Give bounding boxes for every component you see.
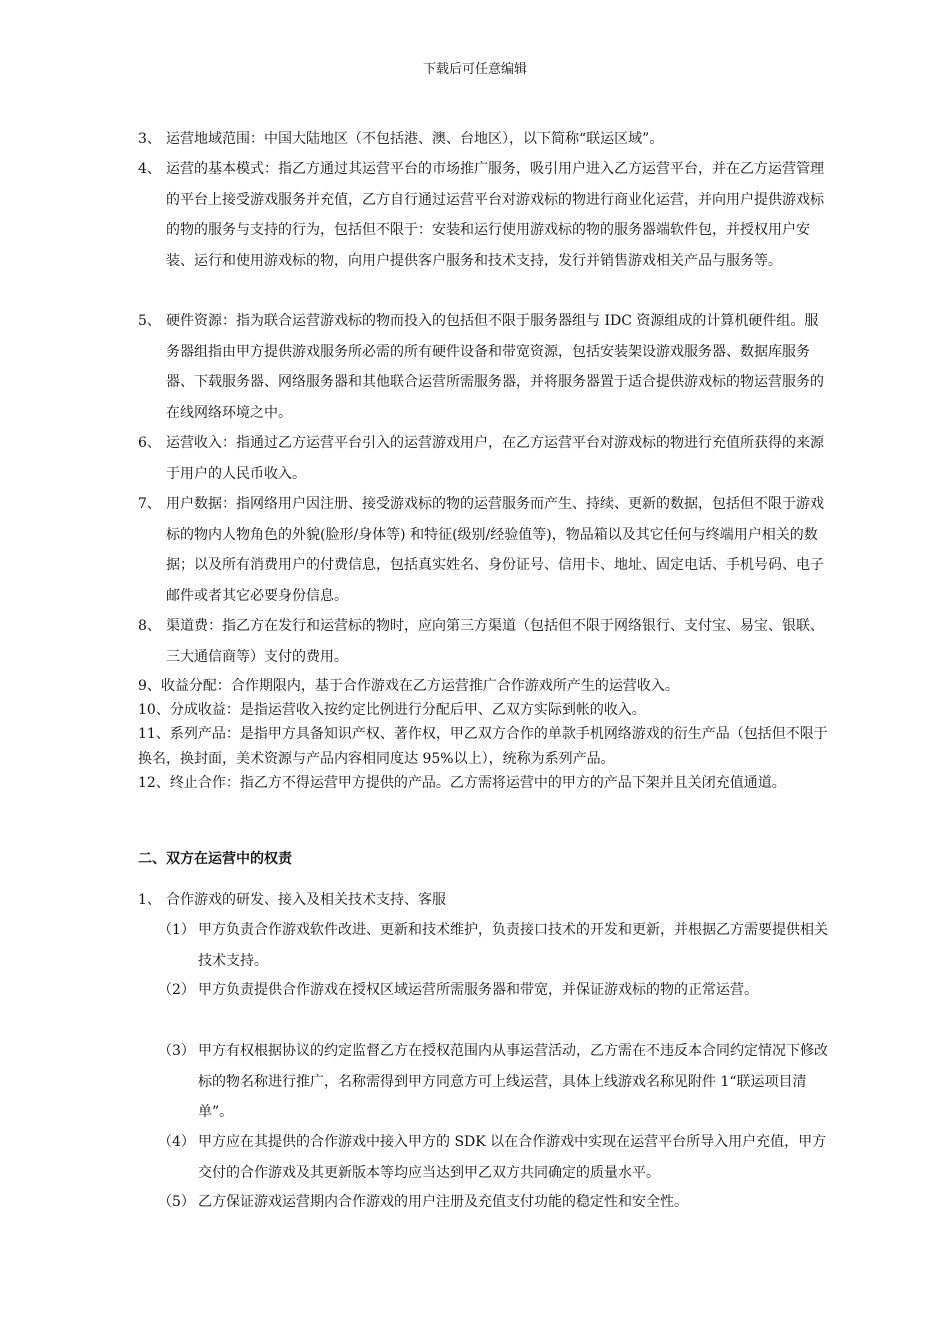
paragraph: 9、收益分配：合作期限内，基于合作游戏在乙方运营推广合作游戏所产生的运营收入。 (138, 678, 679, 694)
item-number: 8、 (138, 618, 161, 634)
item-text: 运营地域范围：中国大陆地区（不包括港、澳、台地区），以下简称“联运区域”。 (166, 131, 664, 147)
item-number: 7、 (138, 496, 161, 512)
list-item (138, 489, 828, 611)
sub-item-number: （5） (158, 1194, 195, 1210)
sub-item-text: 甲方有权根据协议的约定监督乙方在授权范围内从事运营活动，乙方需在不违反本合同约定情况下修改标的物名称进行推广，名称需得到甲方同意方可上线运营，具体上线游戏名称见附件 1“联运项目清单”。 (198, 1043, 828, 1120)
sub-item-text: 甲方负责提供合作游戏在授权区域运营所需服务器和带宽，并保证游戏标的物的正常运营。 (198, 982, 758, 998)
sub-item-number: （4） (158, 1134, 195, 1150)
sub-item-number: （2） (158, 982, 195, 998)
paragraph: 12、终止合作：指乙方不得运营甲方提供的产品。乙方需将运营中的甲方的产品下架并且关闭充值通道。 (138, 775, 786, 791)
sub-item-text: 甲方负责合作游戏软件改进、更新和技术维护，负责接口技术的开发和更新，并根据乙方需要提供相关技术支持。 (198, 922, 828, 969)
item-number: 6、 (138, 435, 161, 451)
item-text: 合作游戏的研发、接入及相关技术支持、客服 (166, 892, 446, 908)
sub-item-number: （1） (158, 922, 195, 938)
item-text: 用户数据：指网络用户因注册、接受游戏标的物的运营服务而产生、持续、更新的数据，包括但不限于游戏标的物内人物角色的外貌(脸形/身体等) 和特征(级别/经验值等)，物品箱以及其它任何与终端用户相关的数据；以及所有消费用户的付费信息，包括真实姓名、身份证号、信用卡、地址、固定电话、手机号码、电子邮件或者其它必要身份信息。 (166, 496, 824, 604)
sub-item (158, 1127, 828, 1188)
sub-item-number: （3） (158, 1043, 195, 1059)
list-item (138, 154, 828, 276)
section-heading: 二、双方在运营中的权责 (138, 851, 292, 867)
list-item (138, 611, 828, 672)
item-number: 5、 (138, 313, 161, 329)
sub-item (158, 1187, 828, 1218)
list-item (138, 124, 828, 155)
item-text: 硬件资源：指为联合运营游戏标的物而投入的包括但不限于服务器组与 IDC 资源组成的计算机硬件组。服务器组指由甲方提供游戏服务所必需的所有硬件设备和带宽资源，包括安装架设游戏服务器、数据库服务器、下载服务器、网络服务器和其他联合运营所需服务器，并将服务器置于适合提供游戏标的物运营服务的在线网络环境之中。 (166, 313, 824, 421)
section-item (138, 885, 828, 916)
item-text: 运营的基本模式：指乙方通过其运营平台的市场推广服务，吸引用户进入乙方运营平台，并在乙方运营管理的平台上接受游戏服务并充值，乙方自行通过运营平台对游戏标的物进行商业化运营，并向用户提供游戏标的物的服务与支持的行为，包括但不限于：安装和运行使用游戏标的物的服务器端软件包，并授权用户安装、运行和使用游戏标的物，向用户提供客户服务和技术支持，发行并销售游戏相关产品与服务等。 (166, 161, 824, 269)
list-item (138, 306, 828, 428)
sub-item (158, 915, 828, 976)
sub-item-text: 乙方保证游戏运营期内合作游戏的用户注册及充值支付功能的稳定性和安全性。 (198, 1194, 688, 1210)
paragraph: 11、系列产品：是指甲方具备知识产权、著作权，甲乙双方合作的单款手机网络游戏的衍生产品（包括但不限于换名，换封面，美术资源与产品内容相同度达 95%以上），统称为系列产品。 (138, 726, 828, 767)
page-header: 下载后可任意编辑 (422, 62, 527, 77)
item-number: 1、 (138, 892, 161, 908)
sub-item-text: 甲方应在其提供的合作游戏中接入甲方的 SDK 以在合作游戏中实现在运营平台所导入用户充值，甲方交付的合作游戏及其更新版本等均应当达到甲乙双方共同确定的质量水平。 (198, 1134, 827, 1181)
item-text: 渠道费：指乙方在发行和运营标的物时，应向第三方渠道（包括但不限于网络银行、支付宝、易宝、银联、三大通信商等）支付的费用。 (166, 618, 824, 665)
item-number: 4、 (138, 161, 161, 177)
sub-item (158, 975, 828, 1006)
sub-item (158, 1036, 828, 1128)
item-text: 运营收入：指通过乙方运营平台引入的运营游戏用户，在乙方运营平台对游戏标的物进行充值所获得的来源于用户的人民币收入。 (166, 435, 824, 482)
list-item (138, 428, 828, 489)
item-number: 3、 (138, 131, 161, 147)
paragraph: 10、分成收益：是指运营收入按约定比例进行分配后甲、乙双方实际到帐的收入。 (138, 702, 646, 718)
